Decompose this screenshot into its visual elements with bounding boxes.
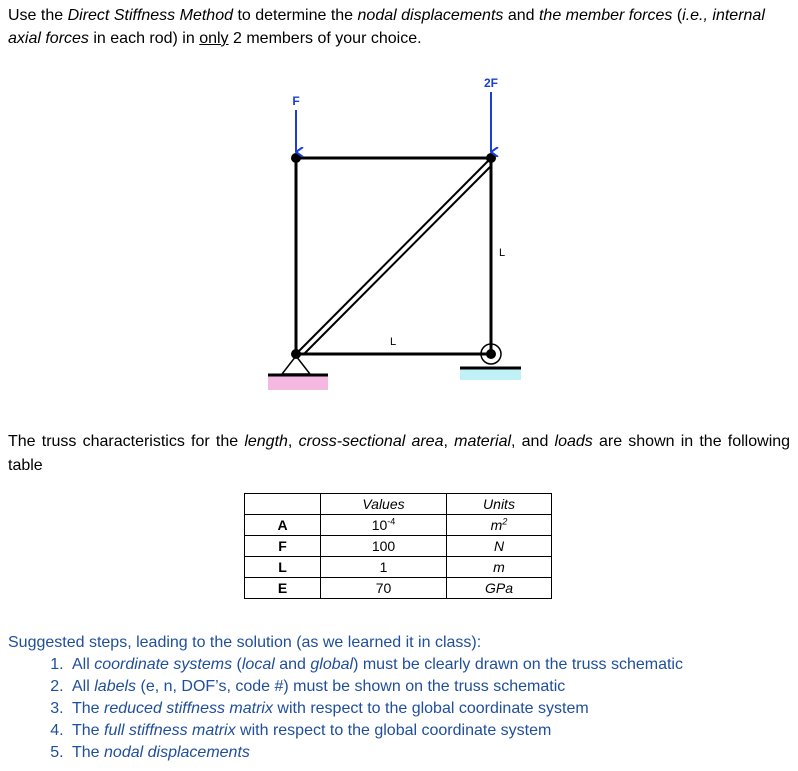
char-emph-loads: loads [554, 433, 593, 450]
intro-emph-method: Direct Stiffness Method [67, 7, 233, 24]
table-cell-name: F [245, 536, 321, 557]
table-cell-name: E [245, 578, 321, 599]
unit-exponent: 2 [502, 516, 508, 527]
table-cell-unit: N [447, 536, 552, 557]
node-bottom-right [486, 349, 496, 359]
load-left-label: F [292, 94, 300, 108]
intro-text-4: ( [672, 7, 683, 24]
step-text: ) must be clearly drawn on the truss schematic [353, 656, 683, 673]
roller-support-pad [460, 368, 521, 380]
step-emph: coordinate systems [94, 656, 233, 673]
characteristics-paragraph [8, 430, 790, 478]
table-cell-unit: m [447, 557, 552, 578]
step-emph: global [310, 656, 354, 673]
table-header-cell: Units [447, 494, 552, 515]
intro-text-3: and [503, 7, 539, 24]
char-text-3: , [443, 433, 455, 450]
intro-emph-axial-forces: i.e., internal axial forces [8, 7, 765, 47]
step-text: ( [232, 656, 242, 673]
step-text: and [274, 656, 311, 673]
table-header-row [245, 494, 552, 515]
step-text: The [72, 744, 105, 761]
char-emph-area: cross-sectional area [298, 433, 444, 450]
step-text: with respect to the global coordinate system [272, 700, 589, 717]
member-diagonal [296, 158, 491, 354]
problem-statement [8, 4, 790, 50]
step-text: All [72, 656, 95, 673]
step-emph: reduced stiffness matrix [104, 700, 273, 717]
list-item [68, 654, 790, 676]
dimension-label-right: L [498, 247, 506, 259]
table-cell-value [321, 515, 447, 536]
pin-support [268, 356, 328, 390]
intro-emph-displacements: nodal displacements [357, 7, 504, 24]
step-text: with respect to the global coordinate system [235, 722, 552, 739]
suggested-steps [8, 632, 790, 764]
table-header-cell: Values [321, 494, 447, 515]
intro-underline-only: only [199, 30, 229, 47]
node-top-left [291, 153, 301, 163]
table-cell-unit: GPa [447, 578, 552, 599]
load-right [484, 76, 498, 152]
table-cell-value: 1 [321, 557, 447, 578]
node-bottom-left [291, 349, 301, 359]
intro-text-2: to determine the [233, 7, 358, 24]
char-emph-material: material [454, 433, 512, 450]
char-emph-length: length [244, 433, 288, 450]
intro-text-5: in each rod) in [88, 30, 200, 47]
truss-diagram [0, 70, 798, 400]
char-text-2: , [287, 433, 299, 450]
unit-base: m [490, 517, 503, 533]
step-emph: nodal displacements [104, 744, 250, 761]
list-item [68, 742, 790, 764]
table-row [245, 578, 552, 599]
steps-list [8, 654, 790, 764]
load-left [292, 94, 299, 152]
list-item [68, 698, 790, 720]
list-item [68, 720, 790, 742]
table-row [245, 536, 552, 557]
value-base: 10 [371, 517, 388, 533]
table-cell-value: 100 [321, 536, 447, 557]
char-text-1: The truss characteristics for the [8, 433, 245, 450]
load-right-label: 2F [483, 76, 499, 90]
step-emph: full stiffness matrix [104, 722, 236, 739]
properties-table [244, 493, 552, 599]
step-text: The [72, 700, 105, 717]
table-cell-name: A [245, 515, 321, 536]
step-text: All [72, 678, 95, 695]
step-text: The [72, 722, 105, 739]
table-row [245, 557, 552, 578]
table-cell-value: 70 [321, 578, 447, 599]
char-text-5: are shown in the following table [8, 433, 791, 474]
char-text-4: , and [511, 433, 555, 450]
step-text: (e, n, DOF’s, code #) must be shown on the truss schematic [136, 678, 566, 695]
value-exponent: -4 [387, 516, 396, 527]
step-emph: labels [94, 678, 137, 695]
step-emph: local [241, 656, 275, 673]
table-row [245, 515, 552, 536]
node-top-right [486, 153, 496, 163]
table-cell-unit [447, 515, 552, 536]
intro-text-1: Use the [8, 7, 68, 24]
dimension-label-bottom: L [389, 336, 397, 348]
list-item [68, 676, 790, 698]
intro-emph-member-forces: the member forces [538, 7, 673, 24]
steps-heading: Suggested steps, leading to the solution (as we learned it in class): [8, 634, 482, 651]
table-header-cell [245, 494, 321, 515]
intro-text-6: 2 members of your choice. [228, 30, 422, 47]
table-cell-name: L [245, 557, 321, 578]
